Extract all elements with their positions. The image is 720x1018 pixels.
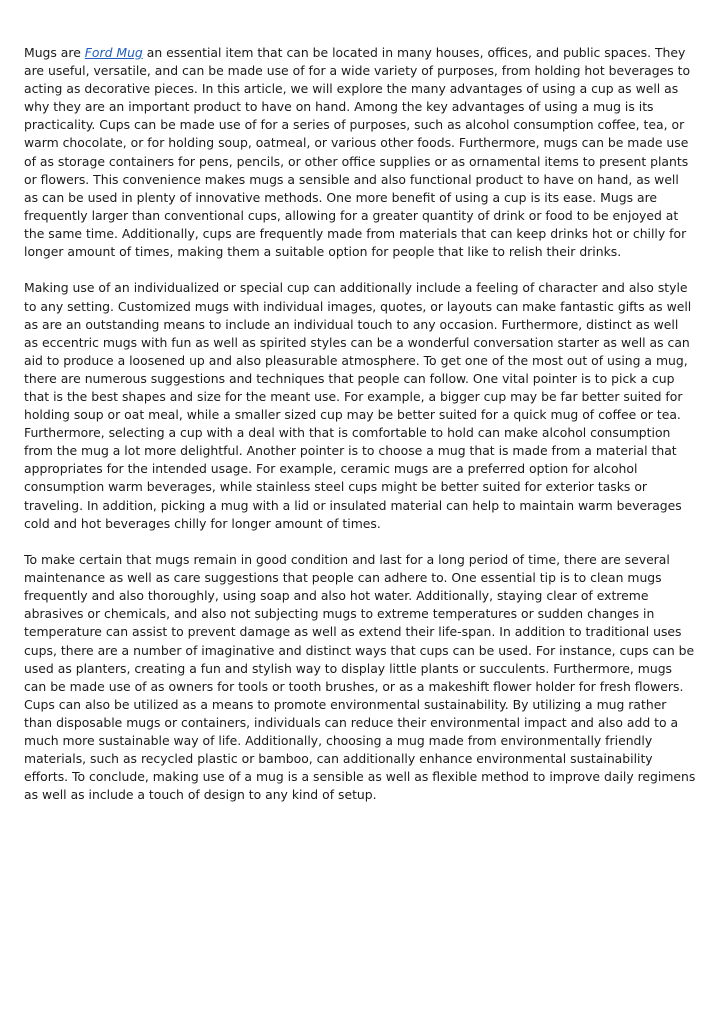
paragraph-1 (24, 44, 696, 261)
ford-mug-link[interactable]: Ford Mug (84, 45, 143, 60)
paragraph-1-text: an essential item that can be located in many houses, offices, and public spaces. They are useful, versatile, and can be made use of for a wide variety of purposes, from holding hot beverages to acting as decorative pieces. In this article, we will explore the many advantages of using a cup as well as why they are an important product to have on hand. Among the key advantages of using a mug is its practicality. Cups can be made use of for a series of purposes, such as alcohol consumption coffee, tea, or warm chocolate, or for holding soup, oatmeal, or various other foods. Furthermore, mugs can be made use of as storage containers for pens, pencils, or other office supplies or as ornamental items to present plants or flowers. This convenience makes mugs a sensible and also functional product to have on hand, as well as can be used in plenty of innovative methods. One more benefit of using a cup is its ease. Mugs are frequently larger than conventional cups, allowing for a greater quantity of drink or food to be enjoyed at the same time. Additionally, cups are frequently made from materials that can keep drinks hot or chilly for longer amount of times, making them a suitable option for people that like to relish their drinks. (24, 45, 691, 260)
paragraph-3: To make certain that mugs remain in good condition and last for a long period of time, there are several maintenance as well as care suggestions that people can adhere to. One essential tip is to clean mugs frequently and also thoroughly, using soap and also hot water. Additionally, staying clear of extreme abrasives or chemicals, and also not subjecting mugs to extreme temperatures or sudden changes in temperature can assist to prevent damage as well as extend their life-span. In addition to traditional uses cups, there are a number of imaginative and distinct ways that cups can be used. For instance, cups can be used as planters, creating a fun and stylish way to display little plants or succulents. Furthermore, mugs can be made use of as owners for tools or tooth brushes, or as a makeshift flower holder for fresh flowers. Cups can also be utilized as a means to promote environmental sustainability. By utilizing a mug rather than disposable mugs or containers, individuals can reduce their environmental impact and also add to a much more sustainable way of life. Additionally, choosing a mug made from environmentally friendly materials, such as recycled plastic or bamboo, can additionally enhance environmental sustainability efforts. To conclude, making use of a mug is a sensible as well as flexible method to improve daily regimens as well as include a touch of design to any kind of setup. (24, 552, 696, 803)
article-body (24, 44, 696, 823)
paragraph-1-intro: Mugs are (24, 45, 85, 60)
paragraph-2: Making use of an individualized or special cup can additionally include a feeling of character and also style to any setting. Customized mugs with individual images, quotes, or layouts can make fantastic gifts as well as are an outstanding means to include an individual touch to any occasion. Furthermore, distinct as well as eccentric mugs with fun as well as spirited styles can be a wonderful conversation starter as well as can aid to produce a loosened up and also pleasurable atmosphere. To get one of the most out of using a mug, there are numerous suggestions and techniques that people can follow. One vital pointer is to pick a cup that is the best shapes and size for the meant use. For example, a bigger cup may be far better suited for holding soup or oat meal, while a smaller sized cup may be better suited for a quick mug of coffee or tea. Furthermore, selecting a cup with a deal with that is comfortable to hold can make alcohol consumption from the mug a lot more delightful. Another pointer is to choose a mug that is made from a material that appropriates for the intended usage. For example, ceramic mugs are a preferred option for alcohol consumption warm beverages, while stainless steel cups might be better suited for exterior tasks or traveling. In addition, picking a mug with a lid or insulated material can help to maintain warm beverages cold and hot beverages chilly for longer amount of times. (24, 280, 692, 531)
